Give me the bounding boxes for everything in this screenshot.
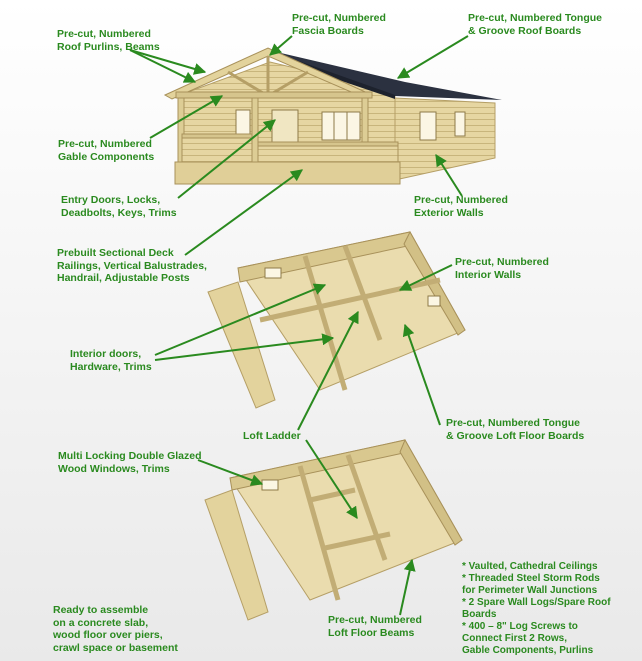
arrow-roof-boards bbox=[398, 36, 468, 78]
label-loft-floor-boards: Pre-cut, Numbered Tongue & Groove Loft Floor Boards bbox=[446, 417, 585, 442]
note-item: * 400 – 8" Log Screws to Connect First 2 Rows, Gable Components, Purlins bbox=[462, 621, 594, 656]
label-exterior-walls: Pre-cut, Numbered Exterior Walls bbox=[414, 194, 508, 219]
arrow-loft-beams bbox=[400, 560, 412, 615]
arrow-fascia bbox=[270, 36, 292, 55]
note-item: * 2 Spare Wall Logs/Spare Roof Boards bbox=[462, 597, 611, 620]
label-gable-components: Pre-cut, Numbered Gable Components bbox=[58, 138, 155, 163]
label-interior-walls: Pre-cut, Numbered Interior Walls bbox=[455, 256, 549, 281]
label-ready-to-assemble: Ready to assemble on a concrete slab, wood floor over piers, crawl space or basement bbox=[53, 604, 178, 654]
note-item: * Vaulted, Cathedral Ceilings bbox=[462, 561, 598, 572]
label-windows: Multi Locking Double Glazed Wood Windows, Trims bbox=[58, 450, 202, 475]
floor-plan-bottom bbox=[205, 440, 462, 620]
label-loft-floor-beams: Pre-cut, Numbered Loft Floor Beams bbox=[328, 614, 422, 639]
cabin-exterior bbox=[165, 48, 502, 184]
label-roof-boards: Pre-cut, Numbered Tongue & Groove Roof Boards bbox=[468, 12, 602, 37]
note-item: * Threaded Steel Storm Rods for Perimeter Wall Junctions bbox=[462, 573, 600, 596]
label-roof-purlins: Pre-cut, Numbered Roof Purlins, Beams bbox=[57, 28, 160, 53]
label-entry-doors: Entry Doors, Locks, Deadbolts, Keys, Trims bbox=[61, 194, 177, 219]
label-loft-ladder: Loft Ladder bbox=[243, 430, 301, 442]
label-interior-doors: Interior doors, Hardware, Trims bbox=[70, 348, 152, 373]
feature-notes bbox=[462, 561, 611, 657]
label-fascia-boards: Pre-cut, Numbered Fascia Boards bbox=[292, 12, 386, 37]
label-deck-railings: Prebuilt Sectional Deck Railings, Vertical Balustrades, Handrail, Adjustable Posts bbox=[57, 247, 207, 284]
floor-plan-middle bbox=[208, 232, 465, 408]
